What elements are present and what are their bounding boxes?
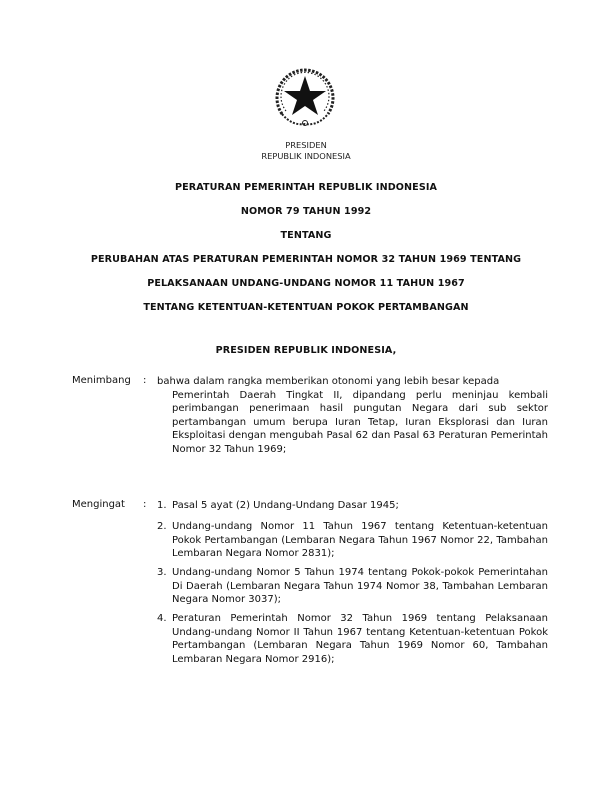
menimbang-colon: : [143,375,147,386]
header-president: PRESIDEN [285,140,327,150]
mengingat-label: Mengingat [72,499,125,510]
menimbang-label: Menimbang [72,375,131,386]
title-line: NOMOR 79 TAHUN 1992 [240,206,372,217]
mengingat-item [157,520,548,561]
header-republic: REPUBLIK INDONESIA [261,151,351,161]
title-line: PERUBAHAN ATAS PERATURAN PEMERINTAH NOMOR 32 TAHUN 1969 TENTANG [90,254,522,265]
menimbang-text: Pemerintah Daerah Tingkat II, dipandang perlu meninjau kembali perimbangan penerimaan hasil pungutan Negara dari sub sektor pertambangan umum berupa Iuran Tetap, Iuran Eksplorasi dan Iuran Eksploitasi dengan mengubah Pasal 62 dan Pasal 63 Peraturan Pemerintah Nomor 32 Tahun 1969; [172,389,548,455]
item-number: 4. [157,613,167,624]
title-line: TENTANG [280,230,332,241]
title-line: TENTANG KETENTUAN-KETENTUAN POKOK PERTAMBANGAN [143,302,469,313]
title-line: PERATURAN PEMERINTAH REPUBLIK INDONESIA [174,182,438,193]
item-number: 2. [157,521,167,532]
president-heading: PRESIDEN REPUBLIK INDONESIA, [215,345,397,356]
item-number: 3. [157,567,167,578]
mengingat-item [157,612,548,666]
item-text: Pasal 5 ayat (2) Undang-Undang Dasar 1945; [172,500,399,511]
mengingat-item [157,499,548,513]
menimbang-first-line: bahwa dalam rangka memberikan otonomi yang lebih besar kepada [157,376,500,387]
title-line: PELAKSANAAN UNDANG-UNDANG NOMOR 11 TAHUN 1967 [147,278,465,289]
item-text: Undang-undang Nomor 11 Tahun 1967 tentang Ketentuan-ketentuan Pokok Pertambangan (Lembaran Negara Tahun 1967 Nomor 22, Tambahan Lembaran Negara Nomor 2831); [172,521,548,560]
item-text: Undang-undang Nomor 5 Tahun 1974 tentang Pokok-pokok Pemerintahan Di Daerah (Lembaran Negara Tahun 1974 Nomor 38, Tambahan Lembaran Negara Nomor 3037); [172,567,548,606]
mengingat-item [157,566,548,607]
presidential-emblem-icon [272,64,338,130]
item-text: Peraturan Pemerintah Nomor 32 Tahun 1969 tentang Pelaksanaan Undang-undang Nomor II Tahun 1967 tentang Ketentuan-ketentuan Pokok Pertambangan (Lembaran Negara Tahun 1969 Nomor 60, Tambahan Lembaran Negara Nomor 2916); [172,613,548,665]
mengingat-colon: : [143,499,147,510]
item-number: 1. [157,500,167,511]
